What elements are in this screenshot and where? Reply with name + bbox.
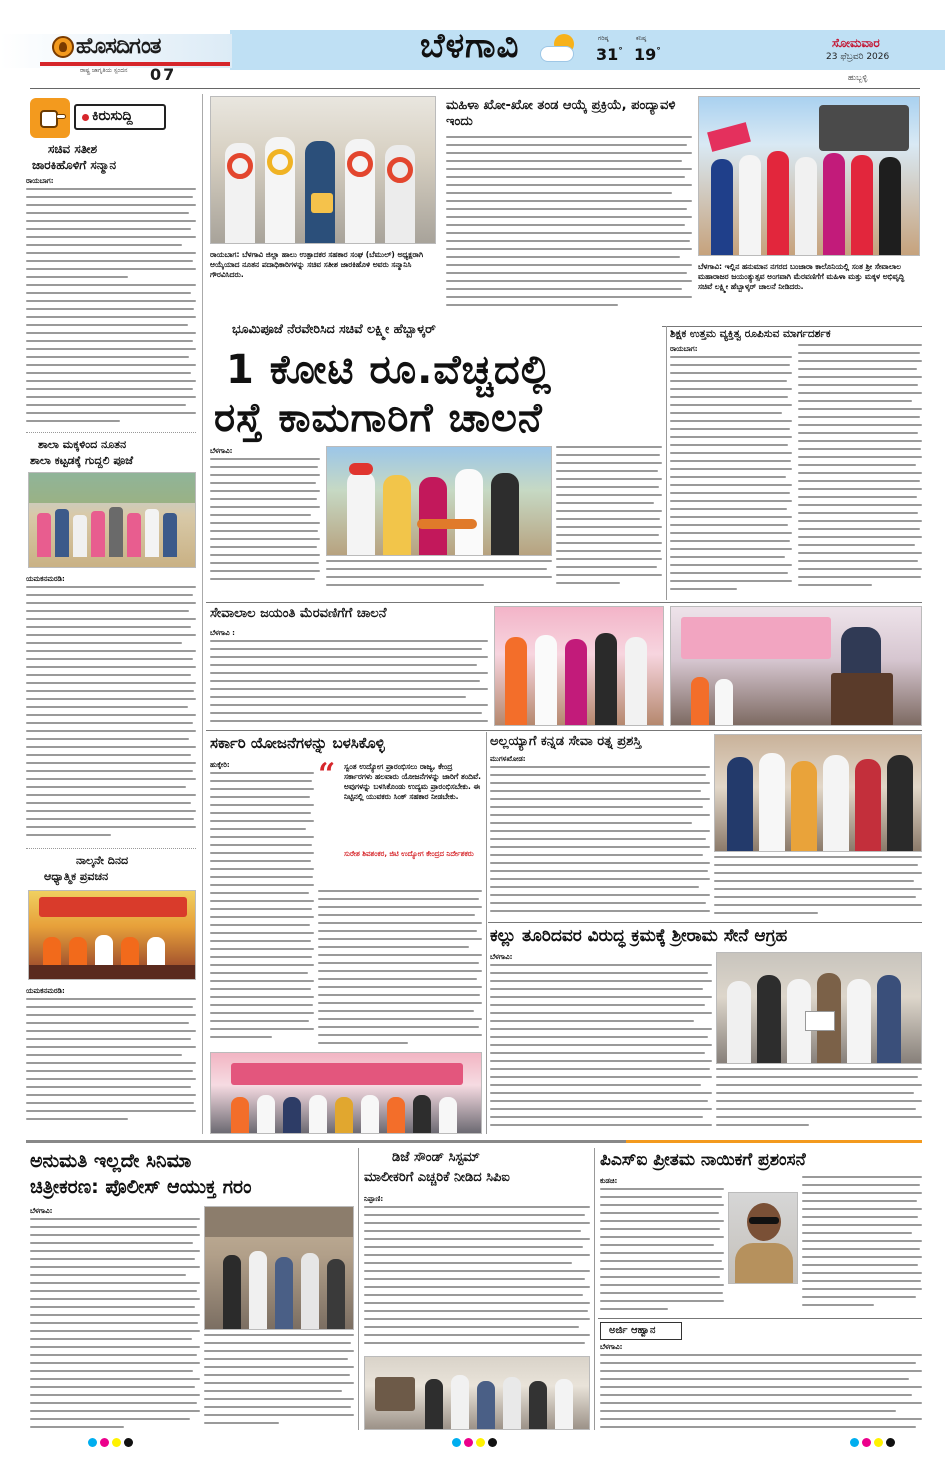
arji-label-box bbox=[600, 1322, 682, 1340]
teacher-body-col1 bbox=[670, 344, 792, 596]
story2-headline-b: ಶಾಲಾ ಕಟ್ಟಡಕ್ಕೆ ಗುದ್ದಲಿ ಪೂಜೆ bbox=[30, 454, 134, 467]
sriram-body bbox=[490, 952, 712, 1132]
lead-headline-line1: 1 ಕೋಟಿ ರೂ.ವೆಚ್ಚದಲ್ಲಿ bbox=[226, 347, 552, 393]
schemes-body-col2 bbox=[318, 890, 482, 1048]
page-number: 07 bbox=[150, 65, 177, 84]
arji-dateline: ಬೆಳಗಾವಿ: bbox=[600, 1343, 623, 1351]
award-right-text-lines bbox=[714, 856, 922, 918]
max-temp-value: 31 bbox=[596, 45, 619, 64]
teacher-col2-text-lines bbox=[798, 344, 922, 596]
dj-right-rule bbox=[594, 1148, 595, 1430]
bottom-section-rule-left bbox=[26, 1140, 626, 1143]
dj-headline-line2: ಮಾಲೀಕರಿಗೆ ಎಚ್ಚರಿಕೆ ನೀಡಿದ ಸಿಪಿಐ bbox=[364, 1170, 510, 1185]
weather-sun-cloud-icon bbox=[540, 34, 580, 64]
sriram-right-text-lines bbox=[716, 1068, 922, 1132]
award-headline: ಅಲ್ಲಯ್ಯಾಗೆ ಕನ್ನಡ ಸೇವಾ ರತ್ನ ಪ್ರಶಸ್ತಿ bbox=[490, 734, 642, 749]
kho-kho-text-lines bbox=[446, 136, 692, 308]
sevalal-dateline: ಬೆಳಗಾವಿ : bbox=[210, 629, 235, 637]
dj-body bbox=[364, 1194, 590, 1350]
max-temp-degree: ° bbox=[618, 46, 623, 57]
edition-name: ಹುಬ್ಬಳ್ಳಿ bbox=[848, 73, 868, 82]
sriram-dateline: ಬೆಳಗಾವಿ: bbox=[490, 953, 513, 961]
schemes-col1-text-lines bbox=[210, 772, 314, 1048]
story3-headline-a: ನಾಲ್ಕನೇ ದಿನದ bbox=[76, 854, 129, 867]
sriram-memorandum-photo bbox=[716, 952, 922, 1064]
story1-dateline: ರಾಯಬಾಗ: bbox=[26, 177, 54, 185]
teacher-left-rule bbox=[666, 326, 667, 600]
lead-bottom-rule bbox=[206, 602, 922, 603]
schemes-quote: ಸ್ವಂತ ಉದ್ಯೋಗ ಪ್ರಾರಂಭಿಸಲು ರಾಜ್ಯ, ಕೇಂದ್ರ ಸರ್ಕಾರಗಳು ಹಲವಾರು ಯೋಜನೆಗಳನ್ನು ಜಾರಿಗೆ ತಂದಿವೆ. ಅವುಗಳನ್ನು ಬಳಸಿಕೊಂಡು ಉದ್ಯಮ ಪ್ರಾರಂಭಿಸಬೇಕು. ಈ ನಿಟ್ಟಿನಲ್ಲಿ ಯುವಕರು ಸಿಂಕ್ ಸಹಕಾರ ನೀಡಬೇಕು. bbox=[344, 762, 481, 802]
story3-headline-b: ಆಧ್ಯಾತ್ಮಿಕ ಪ್ರವಚನ bbox=[44, 870, 109, 883]
schemes-headline: ಸರ್ಕಾರಿ ಯೋಜನೆಗಳನ್ನು ಬಳಸಿಕೊಳ್ಳಿ bbox=[210, 734, 385, 752]
dj-meeting-photo bbox=[364, 1356, 590, 1430]
min-temp bbox=[634, 45, 661, 64]
award-text-lines bbox=[490, 766, 710, 918]
arji-text-lines bbox=[600, 1354, 922, 1430]
story3-text-lines bbox=[26, 998, 196, 1120]
kirusuddi-title: ಕಿರುಸುದ್ದಿ bbox=[92, 108, 133, 124]
schemes-quote-box bbox=[318, 757, 482, 886]
story1-body bbox=[26, 176, 196, 426]
cinema-col2-text-lines bbox=[204, 1334, 354, 1428]
story1-headline-a: ಸಚಿವ ಸತೀಶ bbox=[48, 142, 98, 156]
teacher-event-photo bbox=[670, 606, 922, 726]
arji-body bbox=[600, 1342, 922, 1430]
schemes-quote-author: ಸುರೇಶ ಶಿವಶಂಕರ, ಜಿಟಿ ಉದ್ಯೋಗ ಕೇಂದ್ರದ ನಿರ್ದೇಶಕರು bbox=[344, 850, 474, 858]
kho-kho-headline: ಮಹಿಳಾ ಖೋ-ಖೋ ತಂಡ ಆಯ್ಕೆ ಪ್ರಕ್ರಿಯೆ, ಪಂದ್ಯಾವಳಿ ಇಂದು bbox=[446, 98, 676, 129]
bhoomi-pooja-photo bbox=[326, 446, 552, 556]
max-temp-label: ಗರಿಷ್ಠ bbox=[598, 35, 609, 42]
award-body-right bbox=[714, 856, 922, 918]
award-dateline: ಮುಗಳಖೋಡ: bbox=[490, 755, 526, 763]
schemes-right-rule bbox=[486, 732, 487, 1134]
teacher-col1-text-lines bbox=[670, 356, 792, 596]
bemul-photo-caption: ರಾಯಬಾಗ: ಬೆಳಗಾವಿ ಜಿಲ್ಲಾ ಹಾಲು ಉತ್ಪಾದಕರ ಸಹಕಾರ ಸಂಘ (ಬೆಮುಲ್) ಅಧ್ಯಕ್ಷರಾಗಿ ಆಯ್ಕೆಯಾದ ನೂತನ ಪದಾಧಿಕಾರಿಗಳನ್ನು ಸಚಿವ ಸತೀಶ ಜಾರಕಿಹೊಳಿ ಅವರು ಸನ್ಮಾನಿಸಿ ಗೌರವಿಸಿದರು. bbox=[210, 250, 424, 280]
kho-kho-body bbox=[446, 136, 692, 308]
psi-headline: ಪಿಎಸ್‌ಐ ಪ್ರೀತಮ ನಾಯಿಕಗೆ ಪ್ರಶಂಸನೆ bbox=[600, 1150, 806, 1170]
dj-dateline: ನಿಪ್ಪಾಣಿ: bbox=[364, 1195, 384, 1203]
lead-body-col1 bbox=[210, 446, 320, 586]
award-body bbox=[490, 754, 710, 918]
story2-dateline: ಯಮಕನಮರಡಿ: bbox=[26, 575, 65, 583]
psi-portrait-photo bbox=[728, 1192, 798, 1284]
teacher-headline: ಶಿಕ್ಷಕ ಉತ್ತಮ ವ್ಯಕ್ತಿತ್ವ ರೂಪಿಸುವ ಮಾರ್ಗದರ್ಶಕ bbox=[670, 328, 831, 340]
story1-divider bbox=[26, 432, 196, 433]
sevalal-stage-photo bbox=[494, 606, 664, 726]
story3-body bbox=[26, 986, 196, 1120]
story2-body bbox=[26, 574, 196, 844]
schemes-event-photo bbox=[210, 1052, 482, 1134]
cinema-shooting-photo bbox=[204, 1206, 354, 1330]
lead-kicker: ಭೂಮಿಪೂಜೆ ನೆರವೇರಿಸಿದ ಸಚಿವೆ ಲಕ್ಷ್ಮೀ ಹೆಬ್ಬಾಳ್ಕರ್ bbox=[232, 321, 436, 336]
min-temp-degree: ° bbox=[656, 46, 661, 57]
psi-body-col1 bbox=[600, 1176, 724, 1316]
lead-kicker-bar bbox=[206, 318, 662, 340]
cinema-headline-line1: ಅನುಮತಿ ಇಲ್ಲದೇ ಸಿನಿಮಾ bbox=[30, 1150, 192, 1172]
sevalal-body bbox=[210, 628, 488, 724]
lead-headline-line2: ರಸ್ತೆ ಕಾಮಗಾರಿಗೆ ಚಾಲನೆ bbox=[214, 395, 543, 441]
registration-marks-left bbox=[88, 1438, 148, 1448]
story2-divider bbox=[26, 848, 196, 849]
cinema-body-col1 bbox=[30, 1206, 200, 1428]
psi-col1-text-lines bbox=[600, 1188, 724, 1316]
lead-dateline: ಬೆಳಗಾವಿ: bbox=[210, 447, 233, 455]
sevalal-headline: ಸೇವಾಲಾಲ ಜಯಂತಿ ಮೆರವಣಿಗೆಗೆ ಚಾಲನೆ bbox=[210, 606, 387, 621]
registration-marks-center bbox=[452, 1438, 512, 1448]
sriram-body-right bbox=[716, 1068, 922, 1132]
cinema-body-col2 bbox=[204, 1334, 354, 1428]
logo-emblem-icon bbox=[52, 36, 74, 58]
cinema-headline-line2: ಚಿತ್ರೀಕರಣ: ಪೊಲೀಸ್ ಆಯುಕ್ತ ಗರಂ bbox=[30, 1176, 252, 1198]
lead-col1-text-lines bbox=[210, 458, 320, 586]
lead-col2-text-lines bbox=[556, 446, 662, 586]
issue-date: 23 ಫೆಬ್ರವರಿ 2026 bbox=[826, 52, 890, 62]
story1-text-lines bbox=[26, 188, 196, 426]
masthead bbox=[0, 0, 945, 92]
award-bottom-rule bbox=[488, 922, 922, 923]
city-name: ಬೆಳಗಾವಿ bbox=[420, 26, 520, 66]
lead-below-text-lines bbox=[326, 560, 552, 590]
arji-top-rule bbox=[598, 1318, 922, 1319]
story2-text-lines bbox=[26, 586, 196, 844]
pravachana-stage-photo bbox=[28, 890, 196, 980]
award-ceremony-photo bbox=[714, 734, 922, 852]
schemes-body-col1 bbox=[210, 760, 314, 1048]
max-temp bbox=[596, 45, 623, 64]
dj-headline-line1: ಡಿಜೆ ಸೌಂಡ್ ಸಿಸ್ಟಮ್ bbox=[392, 1150, 480, 1165]
lead-body-col2 bbox=[556, 446, 662, 586]
masthead-bottom-rule bbox=[30, 88, 920, 89]
sevalal-text-lines bbox=[210, 640, 488, 724]
kirusuddi-column bbox=[26, 94, 198, 1124]
registration-marks-right bbox=[850, 1438, 910, 1448]
min-temp-value: 19 bbox=[634, 45, 657, 64]
left-column-rule bbox=[202, 94, 203, 1134]
min-temp-label: ಕನಿಷ್ಠ bbox=[636, 35, 647, 42]
logo-text: ಹೊಸದಿಗಂತ bbox=[76, 34, 161, 59]
sriram-text-lines bbox=[490, 964, 712, 1132]
bottom-section-rule-right bbox=[626, 1140, 922, 1143]
kirusuddi-header bbox=[26, 96, 198, 140]
arji-label: ಅರ್ಜಿ ಆಹ್ವಾನ bbox=[609, 1325, 656, 1336]
cinema-right-rule bbox=[358, 1148, 359, 1430]
schemes-col2-text-lines bbox=[318, 890, 482, 1048]
teacher-body-col2 bbox=[798, 344, 922, 596]
sevalal-procession-photo bbox=[698, 96, 920, 256]
logo-tagline: ರಾಷ್ಟ್ರ ಜಾಗೃತಿಯ ಸ್ಪಂದನ bbox=[80, 67, 128, 74]
dj-text-lines bbox=[364, 1206, 590, 1350]
logo-underline bbox=[40, 62, 230, 66]
schemes-dateline: ಹುಕ್ಕೇರಿ: bbox=[210, 761, 230, 769]
quote-mark-icon: “ bbox=[318, 757, 336, 792]
psi-dateline: ಕುಡಚಿ: bbox=[600, 1177, 618, 1185]
teacher-dateline: ರಾಯಬಾಗ: bbox=[670, 345, 698, 353]
sriram-headline: ಕಲ್ಲು ತೂರಿದವರ ವಿರುದ್ಧ ಕ್ರಮಕ್ಕೆ ಶ್ರೀರಾಮ ಸೇನೆ ಆಗ್ರಹ bbox=[490, 926, 788, 946]
kirusuddi-title-box bbox=[74, 104, 166, 130]
story3-dateline: ಯಮಕನಮರಡಿ: bbox=[26, 987, 65, 995]
story1-headline-b: ಜಾರಕಿಹೊಳಿಗೆ ಸನ್ಮಾನ bbox=[32, 158, 116, 172]
psi-col2-text-lines bbox=[802, 1176, 922, 1316]
sevalal-bottom-rule bbox=[206, 730, 922, 731]
cinema-dateline: ಬೆಳಗಾವಿ: bbox=[30, 1207, 53, 1215]
lead-body-below-photo bbox=[326, 560, 552, 590]
hand-pointing-icon bbox=[30, 98, 70, 138]
cinema-col1-text-lines bbox=[30, 1218, 200, 1428]
sevalal-photo-caption: ಬೆಳಗಾವಿ: ಇಲ್ಲಿನ ಹನುಮಾನ ನಗರದ ಬಂಜಾರಾ ಕಾಲೊನಿಯಲ್ಲಿ ಸಂತ ಶ್ರೀ ಸೇವಾಲಾಲ ಮಹಾರಾಜರ ಜಯಂತ್ಯುತ್ಸವ ಅಂಗವಾಗಿ ಮೆರವಣಿಗೆಗೆ ಮಹಿಳಾ ಮತ್ತು ಮಕ್ಕಳ ಅಭಿವೃದ್ಧಿ ಸಚಿವೆ ಲಕ್ಷ್ಮೀ ಹೆಬ್ಬಾಳ್ಕರ್ ಚಾಲನೆ ನೀಡಿದರು. bbox=[698, 262, 905, 292]
psi-body-col2 bbox=[802, 1176, 922, 1316]
story2-headline-a: ಶಾಲಾ ಮಕ್ಕಳಿಂದ ನೂತನ bbox=[38, 438, 127, 451]
bemul-felicitation-photo bbox=[210, 96, 436, 244]
day-name: ಸೋಮವಾರ bbox=[832, 36, 880, 50]
school-groundbreaking-photo bbox=[28, 472, 196, 568]
